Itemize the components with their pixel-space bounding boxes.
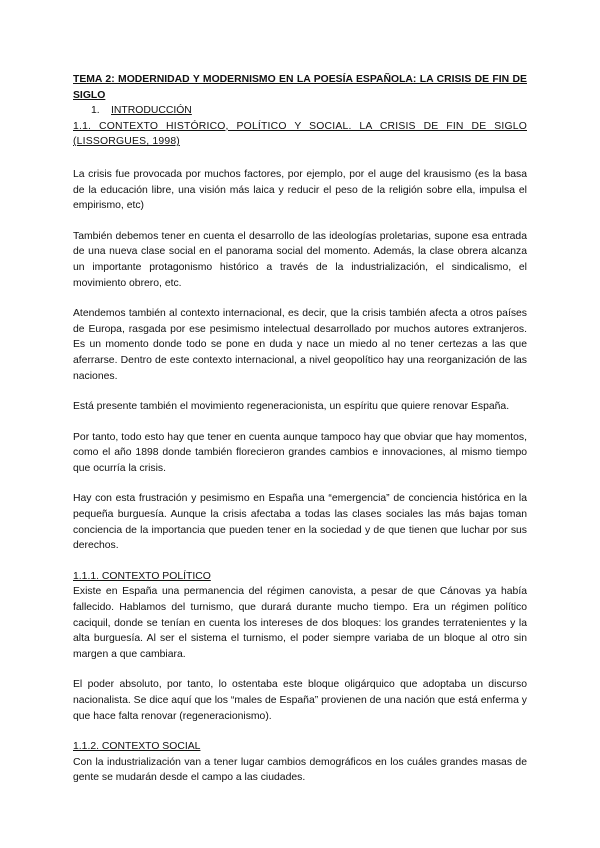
paragraph: También debemos tener en cuenta el desarrollo de las ideologías proletarias, supone esa entrada de una nueva clase social en el panorama social del momento. Además, la clase obrera alcanza un importante protagonismo histórico a través de la industrialización, el sindicalismo, el movimiento obrero, etc. xyxy=(73,230,527,289)
paragraph: Está presente también el movimiento regeneracionista, un espíritu que quiere renovar España. xyxy=(73,401,510,413)
paragraph: Por tanto, todo esto hay que tener en cuenta aunque tampoco hay que obviar que hay momentos, como el año 1898 donde también florecieron grandes cambios e innovaciones, al mismo tiempo que ocurría la crisis. xyxy=(73,431,527,474)
paragraph: Hay con esta frustración y pesimismo en España una “emergencia” de conciencia histórica en la pequeña burguesía. Aunque la crisis afectaba a todas las clases sociales las más bajas toman conciencia de la importancia que pueden tener en la sociedad y de que tienen que luchar por sus derechos. xyxy=(73,493,527,552)
subsection-heading: 1.1. CONTEXTO HISTÓRICO, POLÍTICO Y SOCIAL. LA CRISIS DE FIN DE SIGLO (LISSORGUES, 1998) xyxy=(73,120,527,148)
paragraph: El poder absoluto, por tanto, lo ostentaba este bloque oligárquico que adoptaba un discurso nacionalista. Se dice aquí que los “males de España” provienen de una nación que está enferma y que hace falta renovar (regeneracionismo). xyxy=(73,679,527,722)
social-context-heading: 1.1.2. CONTEXTO SOCIAL xyxy=(73,741,201,753)
document-title: TEMA 2: MODERNIDAD Y MODERNISMO EN LA POESÍA ESPAÑOLA: LA CRISIS DE FIN DE SIGLO xyxy=(73,74,527,101)
document-body xyxy=(73,72,527,786)
section-number: 1. xyxy=(91,105,100,117)
section-heading xyxy=(91,103,527,119)
paragraph: La crisis fue provocada por muchos factores, por ejemplo, por el auge del krausismo (es la basa de la educación libre, una visión más laica y reducir el peso de la religión sobre ella, impulsa el empirismo, etc) xyxy=(73,168,527,212)
section-label: INTRODUCCIÓN xyxy=(111,105,192,117)
paragraph: Con la industrialización van a tener lugar cambios demográficos en los cuáles grandes masas de gente se mudarán desde el campo a las ciudades. xyxy=(73,756,527,784)
political-context-heading: 1.1.1. CONTEXTO POLÍTICO xyxy=(73,570,211,582)
paragraph: Atendemos también al contexto internacional, es decir, que la crisis también afecta a otros países de Europa, rasgada por ese pesimismo intelectual desarrollado por muchos autores extranjeros. Es un momento donde todo se pone en duda y nace un miedo al no tener certezas a las que aferrarse. Dentro de este contexto internacional, a nivel geopolítico hay una reorganización de las naciones. xyxy=(73,308,527,382)
paragraph: Existe en España una permanencia del régimen canovista, a pesar de que Cánovas ya había fallecido. Hablamos del turnismo, que durará durante mucho tiempo. Era un régimen político caciquil, donde se tenían en cuenta los intereses de dos bloques: los grandes terratenientes y la alta burguesía. Al ser el sistema el turnismo, el poder siempre variaba de un bloque al otro sin margen a que cambiara. xyxy=(73,586,527,660)
